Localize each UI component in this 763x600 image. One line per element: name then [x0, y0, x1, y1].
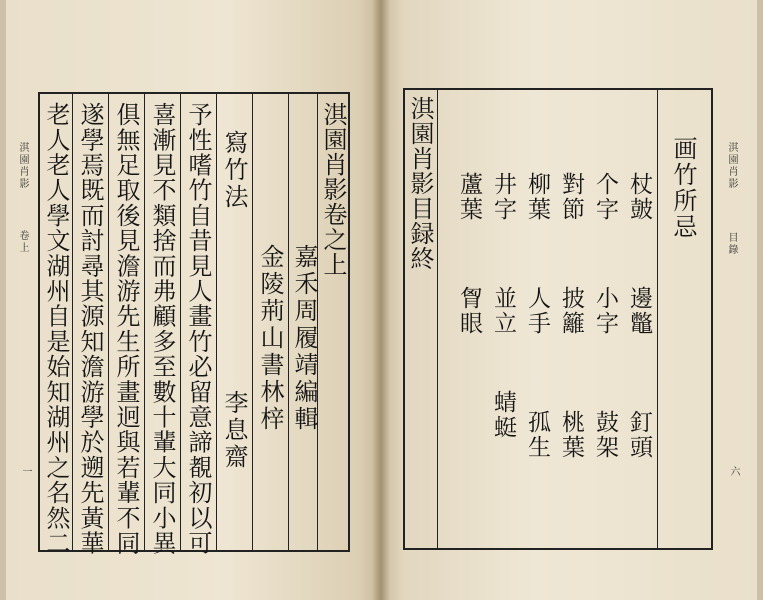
- toc-item-bottom: 小字: [592, 286, 618, 336]
- toc-item-extra: 釘頭: [626, 410, 652, 460]
- text-frame: [38, 92, 350, 556]
- body-column-4: 遂學焉既而討尋其源知澹游學於遡先黃華: [76, 102, 104, 556]
- toc-item-bottom: 邊鼈: [626, 286, 652, 336]
- volume-title: 淇園肖影卷之上: [319, 102, 347, 277]
- toc-item-extra: 桃葉: [558, 410, 584, 460]
- section-title: 寫竹法: [220, 130, 248, 211]
- toc-item-top: 杖皷: [626, 172, 652, 222]
- publisher-line: 金陵荊山書林梓: [256, 244, 284, 433]
- page-edge: [0, 0, 6, 600]
- toc-item-bottom: 並立: [490, 286, 516, 336]
- book-gutter: [372, 0, 390, 600]
- body-column-2: 喜漸見不類捨而弗顧多至數十輩大同小異: [148, 102, 176, 556]
- author-line: 嘉禾周履靖編輯: [290, 244, 318, 433]
- toc-item-top: 柳葉: [524, 172, 550, 222]
- body-column-1: 予性嗜竹自昔見人畫竹必留意諦覩初以可: [184, 102, 212, 556]
- toc-item-top: 蘆葉: [456, 172, 482, 222]
- toc-closing: 淇園肖影目録終: [406, 96, 434, 271]
- left-page: [0, 0, 381, 600]
- toc-item-top: 井字: [490, 172, 516, 222]
- margin-title: 淇園肖影: [17, 142, 28, 190]
- toc-item-bottom: 披籬: [558, 286, 584, 336]
- toc-item-extra: 鼓架: [592, 410, 618, 460]
- margin-page-number: 六: [728, 466, 739, 478]
- margin-volume: 卷上: [17, 230, 28, 254]
- section-author: 李息齋: [220, 390, 248, 471]
- right-page: [381, 0, 763, 600]
- body-column-5: 老人老人學文湖州自是始知湖州之名然二: [42, 102, 70, 556]
- margin-section: 目錄: [726, 232, 737, 256]
- body-column-3: 俱無足取後見澹游先生所畫迥與若輩不同: [112, 102, 140, 556]
- toc-item-extra: 孤生: [524, 410, 550, 460]
- toc-item-extra: 蜻蜓: [490, 390, 516, 440]
- margin-title: 淇園肖影: [726, 142, 737, 190]
- toc-item-bottom: 胷眼: [456, 286, 482, 336]
- toc-heading: 画竹所忌: [669, 136, 697, 240]
- toc-frame: [403, 88, 713, 550]
- margin-page-number: 一: [20, 466, 31, 478]
- toc-item-top: 个字: [592, 172, 618, 222]
- toc-item-bottom: 人手: [524, 286, 550, 336]
- page-edge: [757, 0, 763, 600]
- toc-item-top: 對節: [558, 172, 584, 222]
